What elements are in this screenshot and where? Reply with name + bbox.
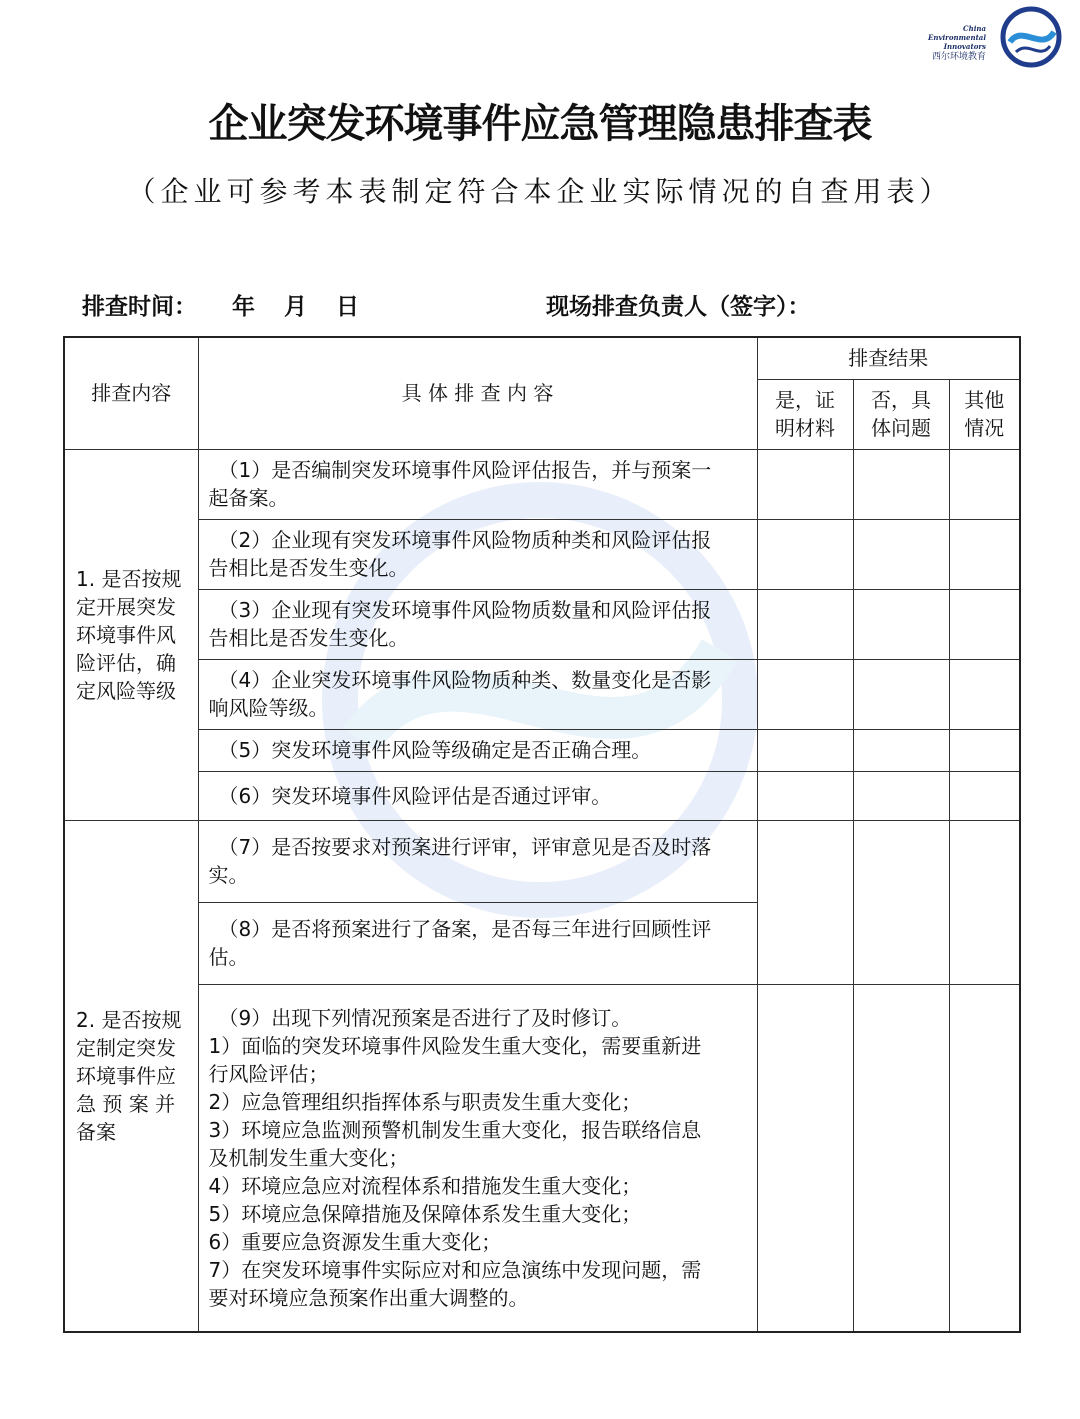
logo (918, 6, 1068, 70)
item-text: （7）是否按要求对预案进行评审，评审意见是否及时落 (218, 835, 712, 859)
item-text: （3）企业现有突发环境事件风险物质数量和风险评估报 (218, 598, 712, 622)
item-9-cell (198, 984, 757, 1332)
no-cell[interactable] (853, 659, 949, 729)
item-text: 5）环境应急保障措施及保障体系发生重大变化； (208, 1201, 642, 1226)
no-cell[interactable] (853, 984, 949, 1332)
item-text: 2）应急管理组织指挥体系与职责发生重大变化； (208, 1089, 642, 1114)
item-text: 告相比是否发生变化。 (208, 626, 409, 650)
logo-line-1: China (963, 24, 986, 33)
header-other-line-2: 情况 (964, 416, 1005, 440)
yes-cell[interactable] (757, 659, 853, 729)
category-cell-1 (64, 449, 198, 820)
item-4-cell (198, 659, 757, 729)
table-row (64, 449, 1020, 519)
no-cell[interactable] (853, 449, 949, 519)
category-1-line: 环境事件风 (76, 622, 176, 647)
other-cell[interactable] (949, 771, 1020, 820)
item-6-cell (198, 771, 757, 820)
category-1-line: 险评估，确 (76, 650, 176, 675)
other-cell[interactable] (949, 984, 1020, 1332)
item-text: （9）出现下列情况预案是否进行了及时修订。 (218, 1005, 632, 1030)
item-text: （6）突发环境事件风险评估是否通过评审。 (218, 783, 612, 808)
no-cell[interactable] (853, 519, 949, 589)
no-cell[interactable] (853, 589, 949, 659)
item-2-cell (198, 519, 757, 589)
item-text: 起备案。 (208, 486, 289, 510)
table-row (64, 729, 1020, 771)
category-1-line: 定风险等级 (76, 678, 176, 703)
item-text: （8）是否将预案进行了备案，是否每三年进行回顾性评 (218, 917, 712, 941)
item-text: 响风险等级。 (208, 696, 329, 720)
yes-cell[interactable] (757, 519, 853, 589)
other-cell[interactable] (949, 519, 1020, 589)
header-no-line-1: 否，具 (871, 388, 931, 412)
table-row (64, 820, 1020, 902)
yes-cell[interactable] (757, 820, 853, 984)
category-2-line: 2. 是否按规 (76, 1007, 182, 1032)
item-7-cell (198, 820, 757, 902)
logo-text (928, 24, 986, 63)
signer-label: 现场排查负责人（签字）： (546, 293, 811, 320)
item-text: 要对环境应急预案作出重大调整的。 (208, 1285, 529, 1310)
header-row-1 (64, 337, 1020, 379)
table-row (64, 984, 1020, 1332)
other-cell[interactable] (949, 589, 1020, 659)
category-2-line: 备案 (76, 1119, 116, 1144)
page-title: 企业突发环境事件应急管理隐患排查表 (208, 101, 872, 147)
item-text: （1）是否编制突发环境事件风险评估报告，并与预案一 (218, 458, 712, 482)
logo-line-2: Environmental (928, 33, 986, 42)
table-row (64, 771, 1020, 820)
day-label: 日 (336, 293, 359, 320)
item-text: 4）环境应急应对流程体系和措施发生重大变化； (208, 1173, 642, 1198)
other-cell[interactable] (949, 659, 1020, 729)
no-cell[interactable] (853, 771, 949, 820)
page-subtitle: （企业可参考本表制定符合本企业实际情况的自查用表） (127, 175, 953, 208)
category-2-line: 急 预 案 并 (76, 1091, 176, 1116)
header-no (853, 379, 949, 449)
time-label: 排查时间： (82, 293, 197, 320)
no-cell[interactable] (853, 820, 949, 984)
item-text: 行风险评估； (208, 1061, 329, 1086)
item-5-cell (198, 729, 757, 771)
other-cell[interactable] (949, 449, 1020, 519)
item-text: 告相比是否发生变化。 (208, 556, 409, 580)
category-1-line: 1. 是否按规 (76, 566, 182, 591)
item-text: （5）突发环境事件风险等级确定是否正确合理。 (218, 738, 652, 762)
category-2-line: 定制定突发 (76, 1035, 176, 1060)
item-text: 6）重要应急资源发生重大变化； (208, 1229, 502, 1254)
header-yes (757, 379, 853, 449)
year-label: 年 (232, 293, 255, 320)
header-result: 排查结果 (757, 337, 1020, 379)
header-yes-line-2: 明材料 (775, 416, 835, 440)
item-text: （2）企业现有突发环境事件风险物质种类和风险评估报 (218, 528, 712, 552)
item-text: 估。 (208, 945, 249, 969)
yes-cell[interactable] (757, 449, 853, 519)
header-no-line-2: 体问题 (871, 416, 931, 440)
header-yes-line-1: 是，证 (775, 388, 835, 412)
yes-cell[interactable] (757, 729, 853, 771)
item-text: 3）环境应急监测预警机制发生重大变化，报告联络信息 (208, 1117, 702, 1142)
month-label: 月 (284, 293, 307, 320)
logo-line-3: Innovators (943, 42, 986, 51)
item-text: 实。 (208, 863, 249, 887)
table-row (64, 519, 1020, 589)
table-row (64, 659, 1020, 729)
other-cell[interactable] (949, 729, 1020, 771)
item-text: 及机制发生重大变化； (208, 1145, 409, 1170)
item-1-cell (198, 449, 757, 519)
logo-line-cn: 西尔环境教育 (931, 52, 986, 62)
yes-cell[interactable] (757, 771, 853, 820)
inspection-table (63, 336, 1021, 1333)
yes-cell[interactable] (757, 589, 853, 659)
other-cell[interactable] (949, 820, 1020, 984)
header-detail: 具 体 排 查 内 容 (198, 337, 757, 449)
header-other (949, 379, 1020, 449)
item-text: （4）企业突发环境事件风险物质种类、数量变化是否影 (218, 668, 712, 692)
category-cell-2 (64, 820, 198, 1332)
header-category: 排查内容 (64, 337, 198, 449)
category-2-line: 环境事件应 (76, 1063, 176, 1088)
category-1-line: 定开展突发 (76, 594, 176, 619)
no-cell[interactable] (853, 729, 949, 771)
item-8-cell (198, 902, 757, 984)
yes-cell[interactable] (757, 984, 853, 1332)
item-text: 1）面临的突发环境事件风险发生重大变化，需要重新进 (208, 1033, 702, 1058)
header-other-line-1: 其他 (964, 388, 1005, 412)
table-row (64, 589, 1020, 659)
item-3-cell (198, 589, 757, 659)
item-text: 7）在突发环境事件实际应对和应急演练中发现问题，需 (208, 1257, 702, 1282)
logo-swirl-icon (1000, 6, 1062, 68)
